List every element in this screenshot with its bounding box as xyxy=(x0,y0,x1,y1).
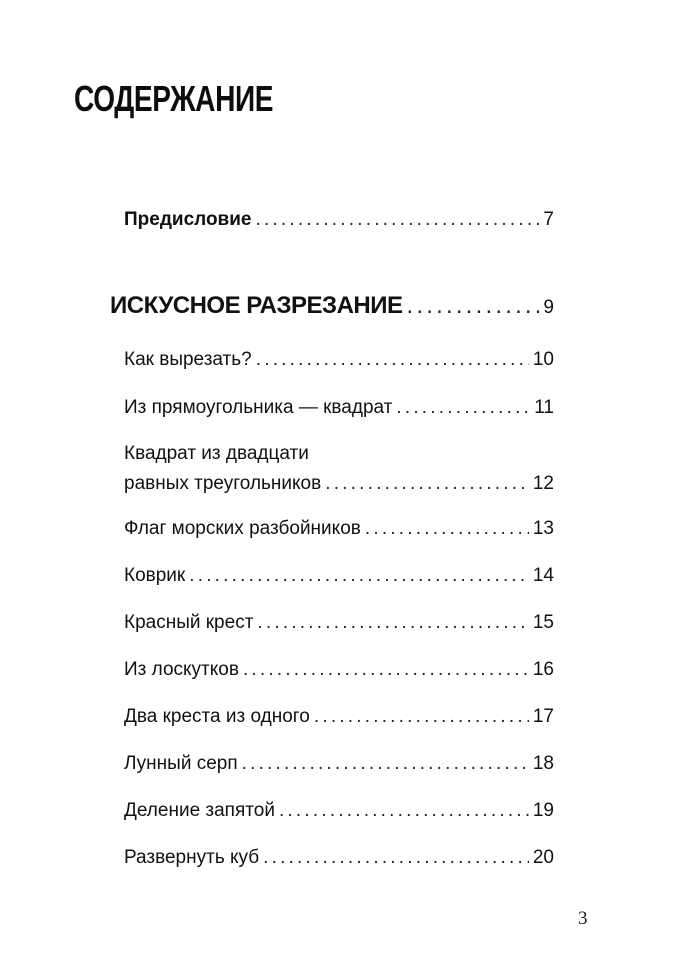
dot-leader xyxy=(263,847,529,869)
toc-entry-page: 7 xyxy=(543,209,554,230)
toc-entry[interactable] xyxy=(124,706,554,728)
page-number: 3 xyxy=(578,908,588,929)
toc-entry-page: 18 xyxy=(532,753,554,774)
toc-entry[interactable] xyxy=(124,847,554,869)
dot-leader xyxy=(365,518,529,540)
toc-entry-label: Из лоскутков xyxy=(124,659,239,680)
toc-entry[interactable] xyxy=(124,565,554,587)
toc-entry[interactable] xyxy=(124,612,554,634)
toc-section-heading[interactable] xyxy=(110,292,554,322)
dot-leader xyxy=(279,800,529,822)
dot-leader xyxy=(407,292,540,320)
toc-entry[interactable] xyxy=(124,518,554,540)
toc-entry-page: 13 xyxy=(532,518,554,539)
dot-leader xyxy=(256,349,529,371)
toc-entry-page: 15 xyxy=(532,612,554,633)
toc-entry-label: Коврик xyxy=(124,565,186,586)
dot-leader xyxy=(325,473,529,495)
toc-entry-label: Деление запятой xyxy=(124,800,275,821)
dot-leader xyxy=(189,565,529,587)
toc-entry-label: Как вырезать? xyxy=(124,349,252,370)
toc-entry[interactable] xyxy=(124,443,554,495)
dot-leader xyxy=(314,706,529,728)
dot-leader xyxy=(257,612,528,634)
toc-entry-page: 11 xyxy=(534,397,554,418)
dot-leader xyxy=(256,209,540,231)
dot-leader xyxy=(396,397,530,419)
toc-entry-label: Из прямоугольника — квадрат xyxy=(124,397,393,418)
toc-entry[interactable] xyxy=(124,397,554,419)
toc-entry[interactable] xyxy=(124,800,554,822)
toc-entry-page: 14 xyxy=(532,565,554,586)
toc-entry-page: 16 xyxy=(532,659,554,680)
toc-entry-page: 10 xyxy=(532,349,554,370)
toc-entry-label: Красный крест xyxy=(124,612,254,633)
toc-entry-page: 9 xyxy=(543,297,554,318)
toc-entry-label: Лунный серп xyxy=(124,753,238,774)
toc-entry[interactable] xyxy=(124,659,554,681)
dot-leader xyxy=(242,753,529,775)
toc-entry-label: Флаг морских разбойников xyxy=(124,518,361,539)
toc-entry-page: 20 xyxy=(532,847,554,868)
page-title: СОДЕРЖАНИЕ xyxy=(74,78,274,119)
toc-entry-page: 19 xyxy=(532,800,554,821)
toc-entry[interactable] xyxy=(124,349,554,371)
toc-entry-label: Развернуть куб xyxy=(124,847,260,868)
toc-entry-label-line2: равных треугольников xyxy=(124,473,322,494)
toc-entry-label: Два креста из одного xyxy=(124,706,310,727)
toc-entry-page: 12 xyxy=(532,473,554,494)
toc-entry-page: 17 xyxy=(532,706,554,727)
section-title: ИСКУСНОЕ РАЗРЕЗАНИЕ xyxy=(110,292,403,319)
toc-entry[interactable] xyxy=(124,753,554,775)
toc-entry-label: Предисловие xyxy=(124,209,252,230)
dot-leader xyxy=(243,659,529,681)
toc-entry-label-line1: Квадрат из двадцати xyxy=(124,443,309,464)
toc-entry-preface[interactable] xyxy=(124,209,554,231)
